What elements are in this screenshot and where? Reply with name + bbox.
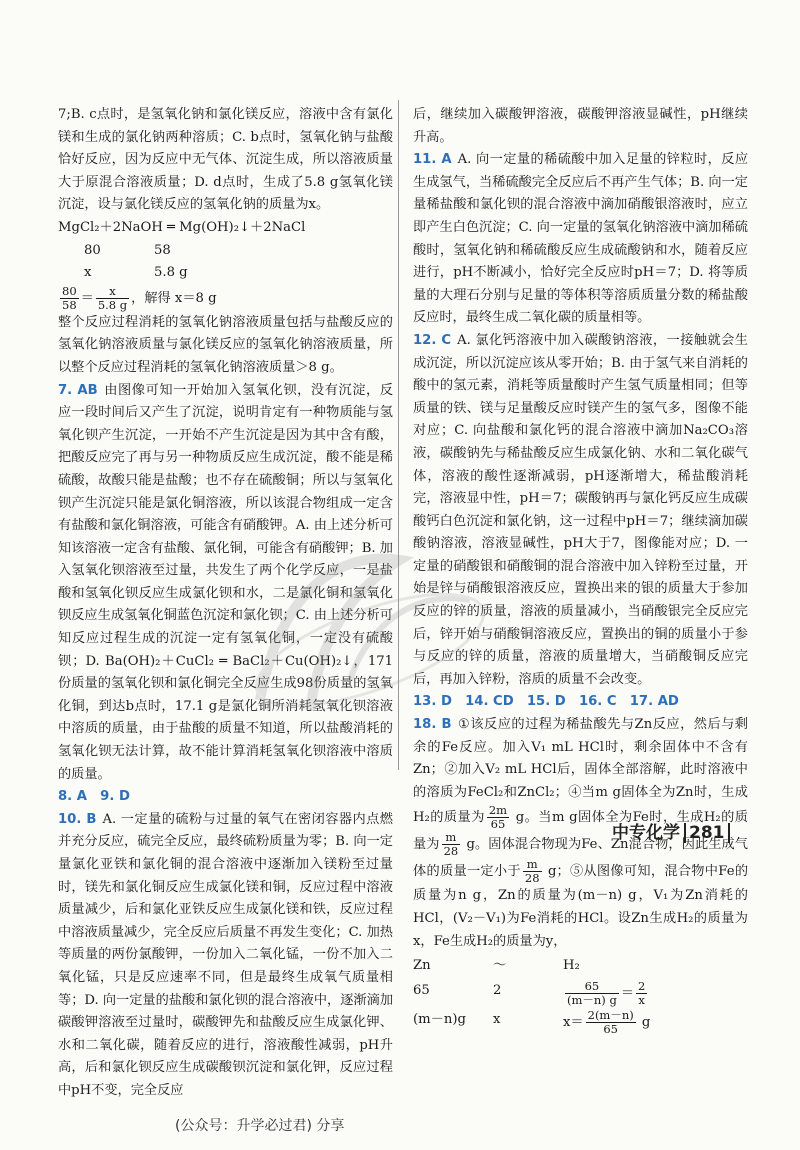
question-number: 7. AB: [58, 382, 98, 398]
zn-calc-row-3: [413, 1009, 748, 1036]
calc-value: 65: [413, 982, 430, 998]
solution: x＝ $\frac{2(m-n)}{65}$ g: [563, 1007, 651, 1036]
answer-11: 11. A A. 向一定量的稀硫酸中加入足量的锌粒时，反应生成氢气，当稀硫酸完全反应后不再产生气体；B. 向一定量稀盐酸和氯化钡的混合溶液中滴加硝酸银溶液时，应立即产生白色沉淀；C. 向一定量的氢氧化钠溶液中滴加稀硫酸时，氢氧化钠和稀硫酸反应生成硫酸钠和水，随着反应进行，pH不断减小，恰好完全反应时pH＝7；D. 将等质量的大理石分别与足量的等体积等溶质质量分数的稀盐酸反应时，最终生成二氧化碳的质量相等。: [413, 152, 749, 326]
fraction: $\frac{80}{58}$: [62, 283, 77, 312]
question-number: 12. C: [413, 332, 452, 348]
calc-value: 80: [84, 242, 101, 258]
calc-value: 5.8 g: [154, 265, 188, 281]
calc-value: Zn: [413, 958, 431, 974]
answers-13-17: [413, 691, 748, 714]
calc-value: (m－n)g: [413, 1011, 466, 1027]
proportion: $\frac{65}{(m-n) g}$ ＝ $\frac{2}{x}$: [567, 978, 646, 1007]
answer-8-9: [58, 786, 393, 809]
calc-value: 2: [493, 982, 502, 998]
answer-7: 7. AB 由图像可知一开始加入氢氧化钡，没有沉淀，反应一段时间后又产生了沉淀，说明肯定有一种物质能与氢氧化钡产生沉淀，一开始不产生沉淀是因为其中含有酸，把酸反应完了再与另一种物质反应生成沉淀，酸不能是稀硫酸，故酸只能是盐酸；也不存在硫酸铜；所以与氢氧化钡产生沉淀只能是氯化铜溶液，所以该混合物组成一定含有盐酸和氯化铜溶液，可能含有硝酸钾。A. 由上述分析可知该溶液一定含有盐酸、氯化铜，可能含有硝酸钾；B. 加入氢氧化钡溶液至过量，共发生了两个化学反应，一是盐酸和氢氧化钡反应生成氯化钡和水，二是氯化铜和氢氧化钡反应生成氢氧化铜蓝色沉淀和氯化钡；C. 由上述分析可知反应过程生成的沉淀一定有氢氧化铜，一定没有硫酸钡；D. Ba(OH)₂＋CuCl₂ ═ BaCl₂＋Cu(OH)₂↓，171份质量的氢氧化钡和氯化铜完全反应生成98份质量的氢氧化铜，到达b点时，17.1 g是氯化铜所消耗氢氧化钡溶液中溶质的质量，由于盐酸的质量不知道，所以盐酸消耗的氢氧化钡无法计算，故不能计算消耗氢氧化钡溶液中溶质的质量。: [58, 382, 394, 782]
subject-page-tag: [612, 818, 730, 843]
question-number: 10. B: [58, 811, 97, 827]
calc-value: x: [84, 265, 92, 281]
calc-value: ～: [493, 958, 507, 974]
proportion-line: $\frac{80}{58}$ ＝ $\frac{x}{5.8 g}$ ，解得 x＝8 g: [62, 283, 217, 312]
answer-12: 12. C A. 氯化钙溶液中加入碳酸钠溶液，一接触就会生成沉淀，所以沉淀应该从零开始；B. 由于氢气来自消耗的酸中的氢元素，消耗等质量酸时产生氢气质量相同；但等质量的铁、镁与足量酸反应时镁产生的氢气多，图像不能对应；C. 向盐酸和氯化钙的混合溶液中滴加Na₂CO₃溶液，碳酸钠先与稀盐酸反应生成氯化钠、水和二氧化碳气体，溶液的酸性逐渐减弱，pH逐渐增大，稀盐酸消耗完，溶液显中性，pH＝7；碳酸钠再与氯化钙反应生成碳酸钙白色沉淀和氯化钠，这一过程中pH＝7；继续滴加碳酸钠溶液，溶液显碱性，pH大于7，图像能对应；D. 一定量的硝酸银和硝酸铜的混合溶液中加入锌粉至过量，开始是锌与硝酸银溶液反应，置换出来的银的质量大于参加反应的锌的质量，溶液的质量减小，当硝酸银完全反应完后，锌开始与硝酸铜溶液反应，置换出的铜的质量小于参与反应的锌的质量，溶液的质量增大，当硝酸铜反应完后，再加入锌粉，溶质的质量不会改变。: [413, 332, 748, 687]
calc-value: H₂: [563, 958, 580, 974]
answer-6-conclusion: 整个反应过程消耗的氢氧化钠溶液质量包括与盐酸反应的氢氧化钠溶液质量与氯化镁反应的氢氧化钠溶液质量，所以整个反应过程消耗的氢氧化钠溶液质量＞8 g。: [58, 314, 393, 375]
equation-mgcl2: MgCl₂＋2NaOH ═ Mg(OH)₂↓＋2NaCl: [58, 219, 306, 235]
page-number: 281: [684, 823, 730, 843]
fraction: $\frac{x}{5.8 g}$: [97, 283, 128, 312]
answer-10-continued: 后，继续加入碳酸钾溶液，碳酸钾溶液显碱性，pH继续升高。: [413, 107, 748, 145]
calc-value: x: [493, 1011, 501, 1027]
fraction: $\frac{m}{28}$: [443, 830, 459, 859]
subject-label: 中专化学: [612, 823, 680, 843]
calc-row-2: [84, 262, 393, 285]
calc-row-1: [84, 240, 393, 263]
share-note: (公众号：升学必过君) 分享: [175, 1118, 345, 1134]
left-column: [58, 104, 393, 1103]
calc-value: 58: [154, 242, 171, 258]
zn-calc-row-1: [413, 955, 748, 978]
question-number: 8. A 9. D: [58, 789, 130, 805]
answer-6-continued: 7;B. c点时，是氢氧化钠和氯化镁反应，溶液中含有氯化镁和生成的氯化钠两种溶质；C. b点时，氢氧化钠与盐酸恰好反应，因为反应中无气体、沉淀生成，所以溶液质量大于原混合溶液质量；D. d点时，生成了5.8 g氢氧化镁沉淀，设与氯化镁反应的氢氧化钠的质量为x。: [58, 107, 393, 213]
answer-10: 10. B A. 一定量的硫粉与过量的氧气在密闭容器内点燃并充分反应，硫完全反应，最终硫粉质量为零；B. 向一定量氯化亚铁和氯化铜的混合溶液中逐渐加入镁粉至过量时，镁先和氯化铜反应生成氯化镁和铜，反应过程中溶液质量减少，后和氯化亚铁反应生成氯化镁和铁，反应过程中溶液质量减少，完全反应后质量不再发生变化；C. 加热等质量的两份氯酸钾，一份加入二氧化锰，一份不加入二氧化锰，只是反应速率不同，但是最终生成氧气质量相等；D. 向一定量的盐酸和氯化钡的混合溶液中，逐渐滴加碳酸钾溶液至过量时，碳酸钾先和盐酸反应生成氯化钾、水和二氧化碳，随着反应的进行，溶液酸性减弱，pH升高，后和氯化钡反应生成碳酸钡沉淀和氯化钾，反应过程中pH不变，完全反应: [58, 811, 393, 1098]
fraction: $\frac{2m}{65}$: [488, 803, 508, 832]
question-number: 11. A: [413, 152, 452, 168]
question-number: 13. D 14. CD 15. D 16. C 17. AD: [413, 694, 679, 710]
right-column: [413, 104, 748, 1038]
zn-calc-row-2: [413, 980, 748, 1007]
question-number: 18. B: [413, 717, 452, 733]
answer-18: 18. B ①该反应的过程为稀盐酸先与Zn反应，然后与剩余的Fe反应。加入V₁ mL HCl时，剩余固体中不含有Zn；②加入V₂ mL HCl后，固体全部溶解，此时溶液中的溶质为FeCl₂和ZnCl₂；④当m g固体全为Zn时，生成H₂的质量为 $\frac{2m}{65}$ g。当m g固体全为Fe时，生成H₂的质量为 $\frac{m}{28}$ g。固体混合物现为Fe、Zn混合物，因此生成气体的质量一定小于 $\frac{m}{28}$ g；⑤从图像可知，混合物中Fe的质量为n g，Zn的质量为(m－n) g，V₁为Zn消耗的HCl，(V₂－V₁)为Fe消耗的HCl。设Zn生成H₂的质量为x，Fe生成H₂的质量为y，: [413, 717, 749, 949]
column-divider: [398, 100, 399, 770]
fraction: $\frac{m}{28}$: [524, 857, 540, 886]
